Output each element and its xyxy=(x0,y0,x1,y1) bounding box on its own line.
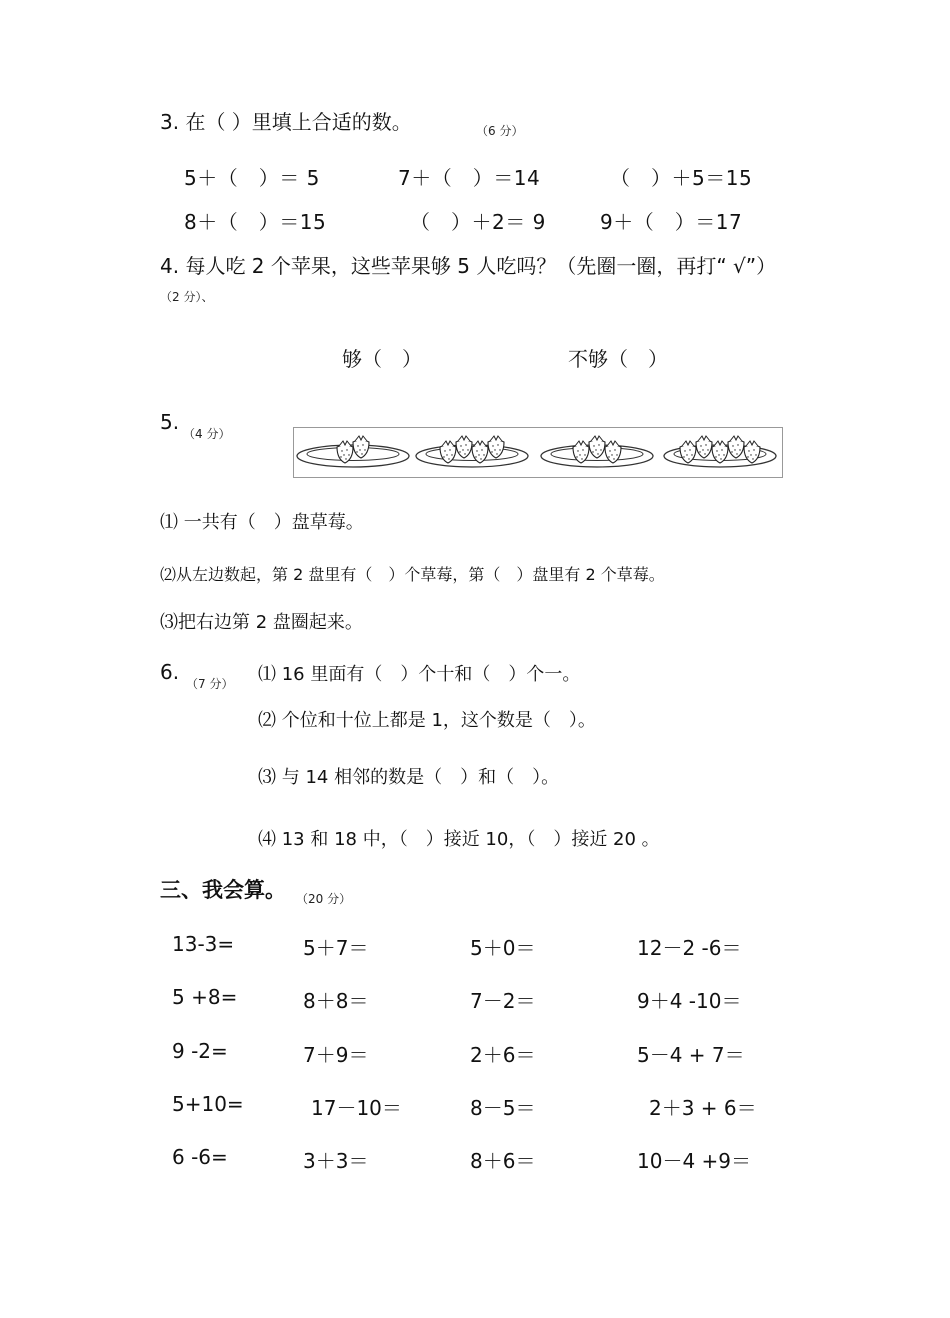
calc-item: 13-3= xyxy=(172,932,235,956)
q6-number: 6. xyxy=(160,660,180,684)
calc-item: 8－5＝ xyxy=(470,1096,536,1120)
calc-item: 8＋8＝ xyxy=(303,989,369,1013)
calc-item: 2＋6＝ xyxy=(470,1043,536,1067)
section-3-title: 三、我会算。 xyxy=(160,878,286,902)
calc-item: 12－2 -6＝ xyxy=(637,936,742,960)
calc-item: 5＋7＝ xyxy=(303,936,369,960)
q3-title: 3. 在（ ）里填上合适的数。 xyxy=(160,110,412,134)
calc-item: 7－2＝ xyxy=(470,989,536,1013)
calc-item: 5 +8= xyxy=(172,985,238,1009)
q3-eq-1: 5＋（ ）＝ 5 xyxy=(184,166,320,190)
strawberry-plate xyxy=(541,436,653,467)
q6-sub-4: ⑷ 13 和 18 中，（ ）接近 10，（ ）接近 20 。 xyxy=(258,829,660,850)
calc-item: 5＋0＝ xyxy=(470,936,536,960)
q6-sub-1: ⑴ 16 里面有（ ）个十和（ ）个一。 xyxy=(258,664,581,685)
q6-sub-3: ⑶ 与 14 相邻的数是（ ）和（ ）。 xyxy=(258,767,560,788)
calc-item: 5+10= xyxy=(172,1092,244,1116)
calc-item: 3＋3＝ xyxy=(303,1149,369,1173)
q3-eq-4: 8＋（ ）＝15 xyxy=(184,210,327,234)
q4-option-not-enough: 不够（ ） xyxy=(568,347,668,371)
calc-item: 9 -2= xyxy=(172,1039,228,1063)
q5-sub-3: ⑶把右边第 2 盘圈起来。 xyxy=(160,612,363,633)
q3-eq-2: 7＋（ ）＝14 xyxy=(398,166,541,190)
calc-item: 17－10＝ xyxy=(311,1096,402,1120)
q6-points: （7 分） xyxy=(186,677,234,691)
q3-points: （6 分） xyxy=(476,124,524,138)
calc-item: 9＋4 -10＝ xyxy=(637,989,742,1013)
calc-item: 5－4 + 7＝ xyxy=(637,1043,745,1067)
section-3-points: （20 分） xyxy=(296,892,352,906)
q5-number: 5. xyxy=(160,410,180,434)
q4-option-enough: 够（ ） xyxy=(342,347,422,371)
calc-item: 6 -6= xyxy=(172,1145,228,1169)
strawberry-plate xyxy=(664,436,776,467)
strawberry-plate xyxy=(416,436,528,467)
calc-item: 10－4 +9＝ xyxy=(637,1149,752,1173)
q4-points: （2 分）、 xyxy=(160,290,214,304)
strawberry-plate xyxy=(297,436,409,467)
strawberry-plates-svg xyxy=(294,428,782,477)
q3-eq-6: 9＋（ ）＝17 xyxy=(600,210,743,234)
calc-item: 2＋3 + 6＝ xyxy=(649,1096,757,1120)
q3-eq-3: （ ）＋5＝15 xyxy=(610,166,753,190)
q5-sub-1: ⑴ 一共有（ ）盘草莓。 xyxy=(160,512,364,533)
q3-eq-5: （ ）＋2＝ 9 xyxy=(410,210,546,234)
q5-points: （4 分） xyxy=(183,427,231,441)
q4-title: 4. 每人吃 2 个苹果，这些苹果够 5 人吃吗？（先圈一圈，再打“ √”） xyxy=(160,254,777,278)
calc-item: 7＋9＝ xyxy=(303,1043,369,1067)
calc-item: 8＋6＝ xyxy=(470,1149,536,1173)
q6-sub-2: ⑵ 个位和十位上都是 1，这个数是（ ）。 xyxy=(258,710,596,731)
q5-sub-2: ⑵从左边数起，第 2 盘里有（ ）个草莓，第（ ）盘里有 2 个草莓。 xyxy=(160,565,665,584)
strawberry-plates-image xyxy=(293,427,783,478)
